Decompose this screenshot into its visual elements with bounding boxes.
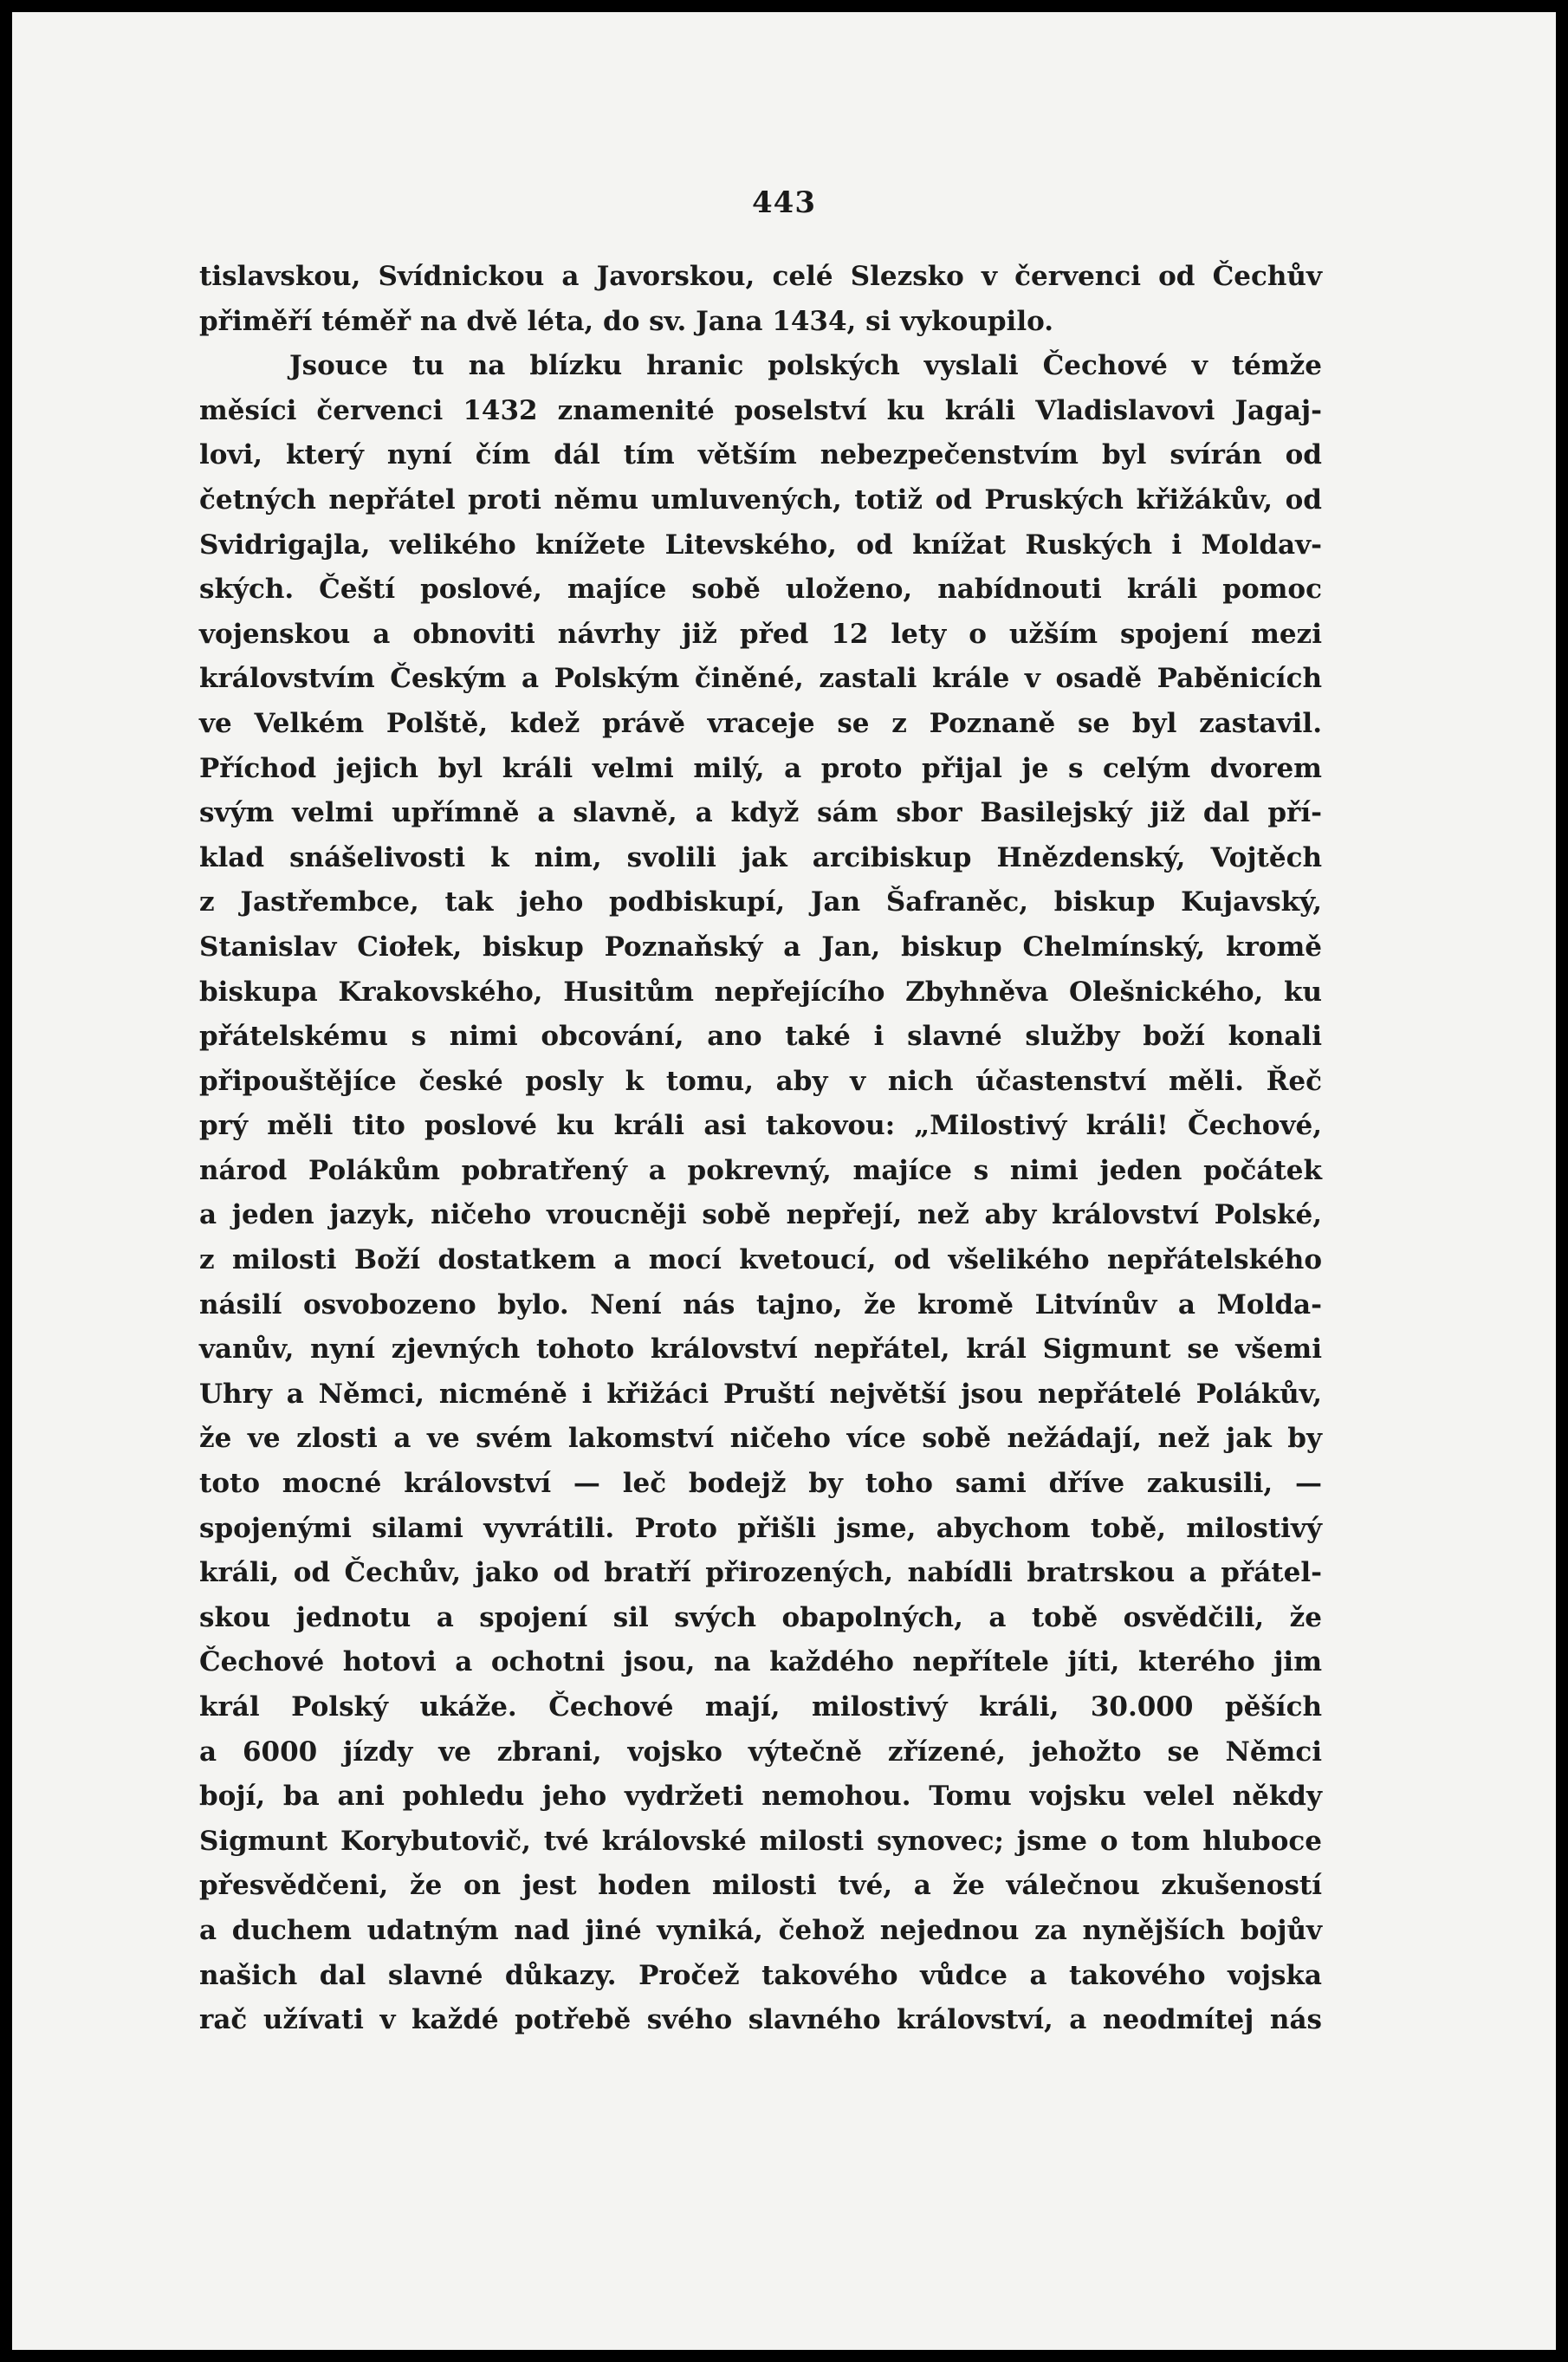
text-line: národ Polákům pobratřený a pokrevný, majíce s nimi jeden počátek bbox=[199, 1154, 1322, 1186]
text-line: přiměří téměř na dvě léta, do sv. Jana 1434, si vykoupilo. bbox=[199, 305, 1054, 337]
text-line: královstvím Českým a Polským činěné, zastali krále v osadě Paběnicích bbox=[199, 663, 1322, 695]
text-line: přátelskému s nimi obcování, ano také i slavné služby boží konali bbox=[199, 1021, 1322, 1053]
text-line: našich dal slavné důkazy. Pročež takového vůdce a takového vojska bbox=[199, 1959, 1322, 1991]
text-line: král Polský ukáže. Čechové mají, milostivý králi, 30.000 pěších bbox=[199, 1691, 1322, 1723]
text-line: Příchod jejich byl králi velmi milý, a proto přijal je s celým dvorem bbox=[199, 752, 1322, 784]
book-page bbox=[12, 12, 1556, 2350]
text-line: násilí osvobozeno bylo. Není nás tajno, že kromě Litvínův a Molda- bbox=[199, 1288, 1322, 1321]
text-line: a duchem udatným nad jiné vyniká, čehož nejednou za nynějších bojův bbox=[199, 1914, 1322, 1946]
text-line: králi, od Čechův, jako od bratří přirozených, nabídli bratrskou a přátel- bbox=[199, 1557, 1322, 1589]
text-line: Čechové hotovi a ochotni jsou, na každého nepřítele jíti, kterého jim bbox=[199, 1646, 1322, 1678]
text-line: spojenými silami vyvrátili. Proto přišli jsme, abychom tobě, milostivý bbox=[199, 1512, 1322, 1544]
page-number: 443 bbox=[752, 185, 816, 220]
text-line: skou jednotu a spojení sil svých obapolných, a tobě osvědčili, že bbox=[199, 1601, 1322, 1633]
text-line: bojí, ba ani pohledu jeho vydržeti nemohou. Tomu vojsku velel někdy bbox=[199, 1781, 1322, 1813]
text-line: tislavskou, Svídnickou a Javorskou, celé Slezsko v červenci od Čechův bbox=[199, 261, 1322, 292]
text-line: Jsouce tu na blízku hranic polských vyslali Čechové v témže bbox=[289, 350, 1322, 382]
text-line: toto mocné království — leč bodejž by toho sami dříve zakusili, — bbox=[199, 1468, 1322, 1500]
body-text bbox=[199, 255, 1322, 2043]
text-line: klad snášelivosti k nim, svolili jak arcibiskup Hnězdenský, Vojtěch bbox=[199, 841, 1322, 873]
text-line: rač užívati v každé potřebě svého slavného království, a neodmítej nás bbox=[199, 2004, 1322, 2036]
text-line: Stanislav Ciołek, biskup Poznaňský a Jan, biskup Chelmínský, kromě bbox=[199, 931, 1322, 963]
text-line: Uhry a Němci, nicméně i křižáci Pruští největší jsou nepřátelé Polákův, bbox=[199, 1378, 1322, 1410]
text-line: z milosti Boží dostatkem a mocí kvetoucí, od všelikého nepřátelského bbox=[199, 1244, 1322, 1276]
text-line: prý měli tito poslové ku králi asi takovou: „Milostivý králi! Čechové, bbox=[199, 1110, 1322, 1142]
text-line: vojenskou a obnoviti návrhy již před 12 lety o užším spojení mezi bbox=[199, 618, 1322, 650]
text-line: ve Velkém Polště, kdež právě vraceje se z Poznaně se byl zastavil. bbox=[199, 707, 1322, 739]
text-line: přesvědčeni, že on jest hoden milosti tvé, a že válečnou zkušeností bbox=[199, 1870, 1322, 1902]
text-line: připouštějíce české posly k tomu, aby v nich účastenství měli. Řeč bbox=[199, 1065, 1322, 1097]
text-line: četných nepřátel proti němu umluvených, totiž od Pruských křižákův, od bbox=[199, 483, 1322, 516]
text-line: lovi, který nyní čím dál tím větším nebezpečenstvím byl svírán od bbox=[199, 439, 1322, 471]
text-line: biskupa Krakovského, Husitům nepřejícího Zbyhněva Olešnického, ku bbox=[199, 976, 1322, 1008]
text-line: ských. Čeští poslové, majíce sobě uloženo, nabídnouti králi pomoc bbox=[199, 574, 1322, 606]
text-line: vanův, nyní zjevných tohoto království nepřátel, král Sigmunt se všemi bbox=[199, 1333, 1322, 1366]
text-line: Sigmunt Korybutovič, tvé královské milosti synovec; jsme o tom hluboce bbox=[199, 1825, 1322, 1857]
text-line: svým velmi upřímně a slavně, a když sám sbor Basilejský již dal pří- bbox=[199, 797, 1322, 829]
text-line: a 6000 jízdy ve zbrani, vojsko výtečně zřízené, jehožto se Němci bbox=[199, 1736, 1322, 1768]
text-line: Svidrigajla, velikého knížete Litevského, od knížat Ruských i Moldav- bbox=[199, 529, 1322, 561]
text-line: že ve zlosti a ve svém lakomství ničeho více sobě nežádají, než jak by bbox=[199, 1423, 1322, 1455]
text-line: a jeden jazyk, ničeho vroucněji sobě nepřejí, než aby království Polské, bbox=[199, 1199, 1322, 1231]
text-line: z Jastřembce, tak jeho podbiskupí, Jan Šafraněc, biskup Kujavský, bbox=[199, 886, 1322, 918]
text-line: měsíci červenci 1432 znamenité poselství ku králi Vladislavovi Jagaj- bbox=[199, 394, 1322, 426]
